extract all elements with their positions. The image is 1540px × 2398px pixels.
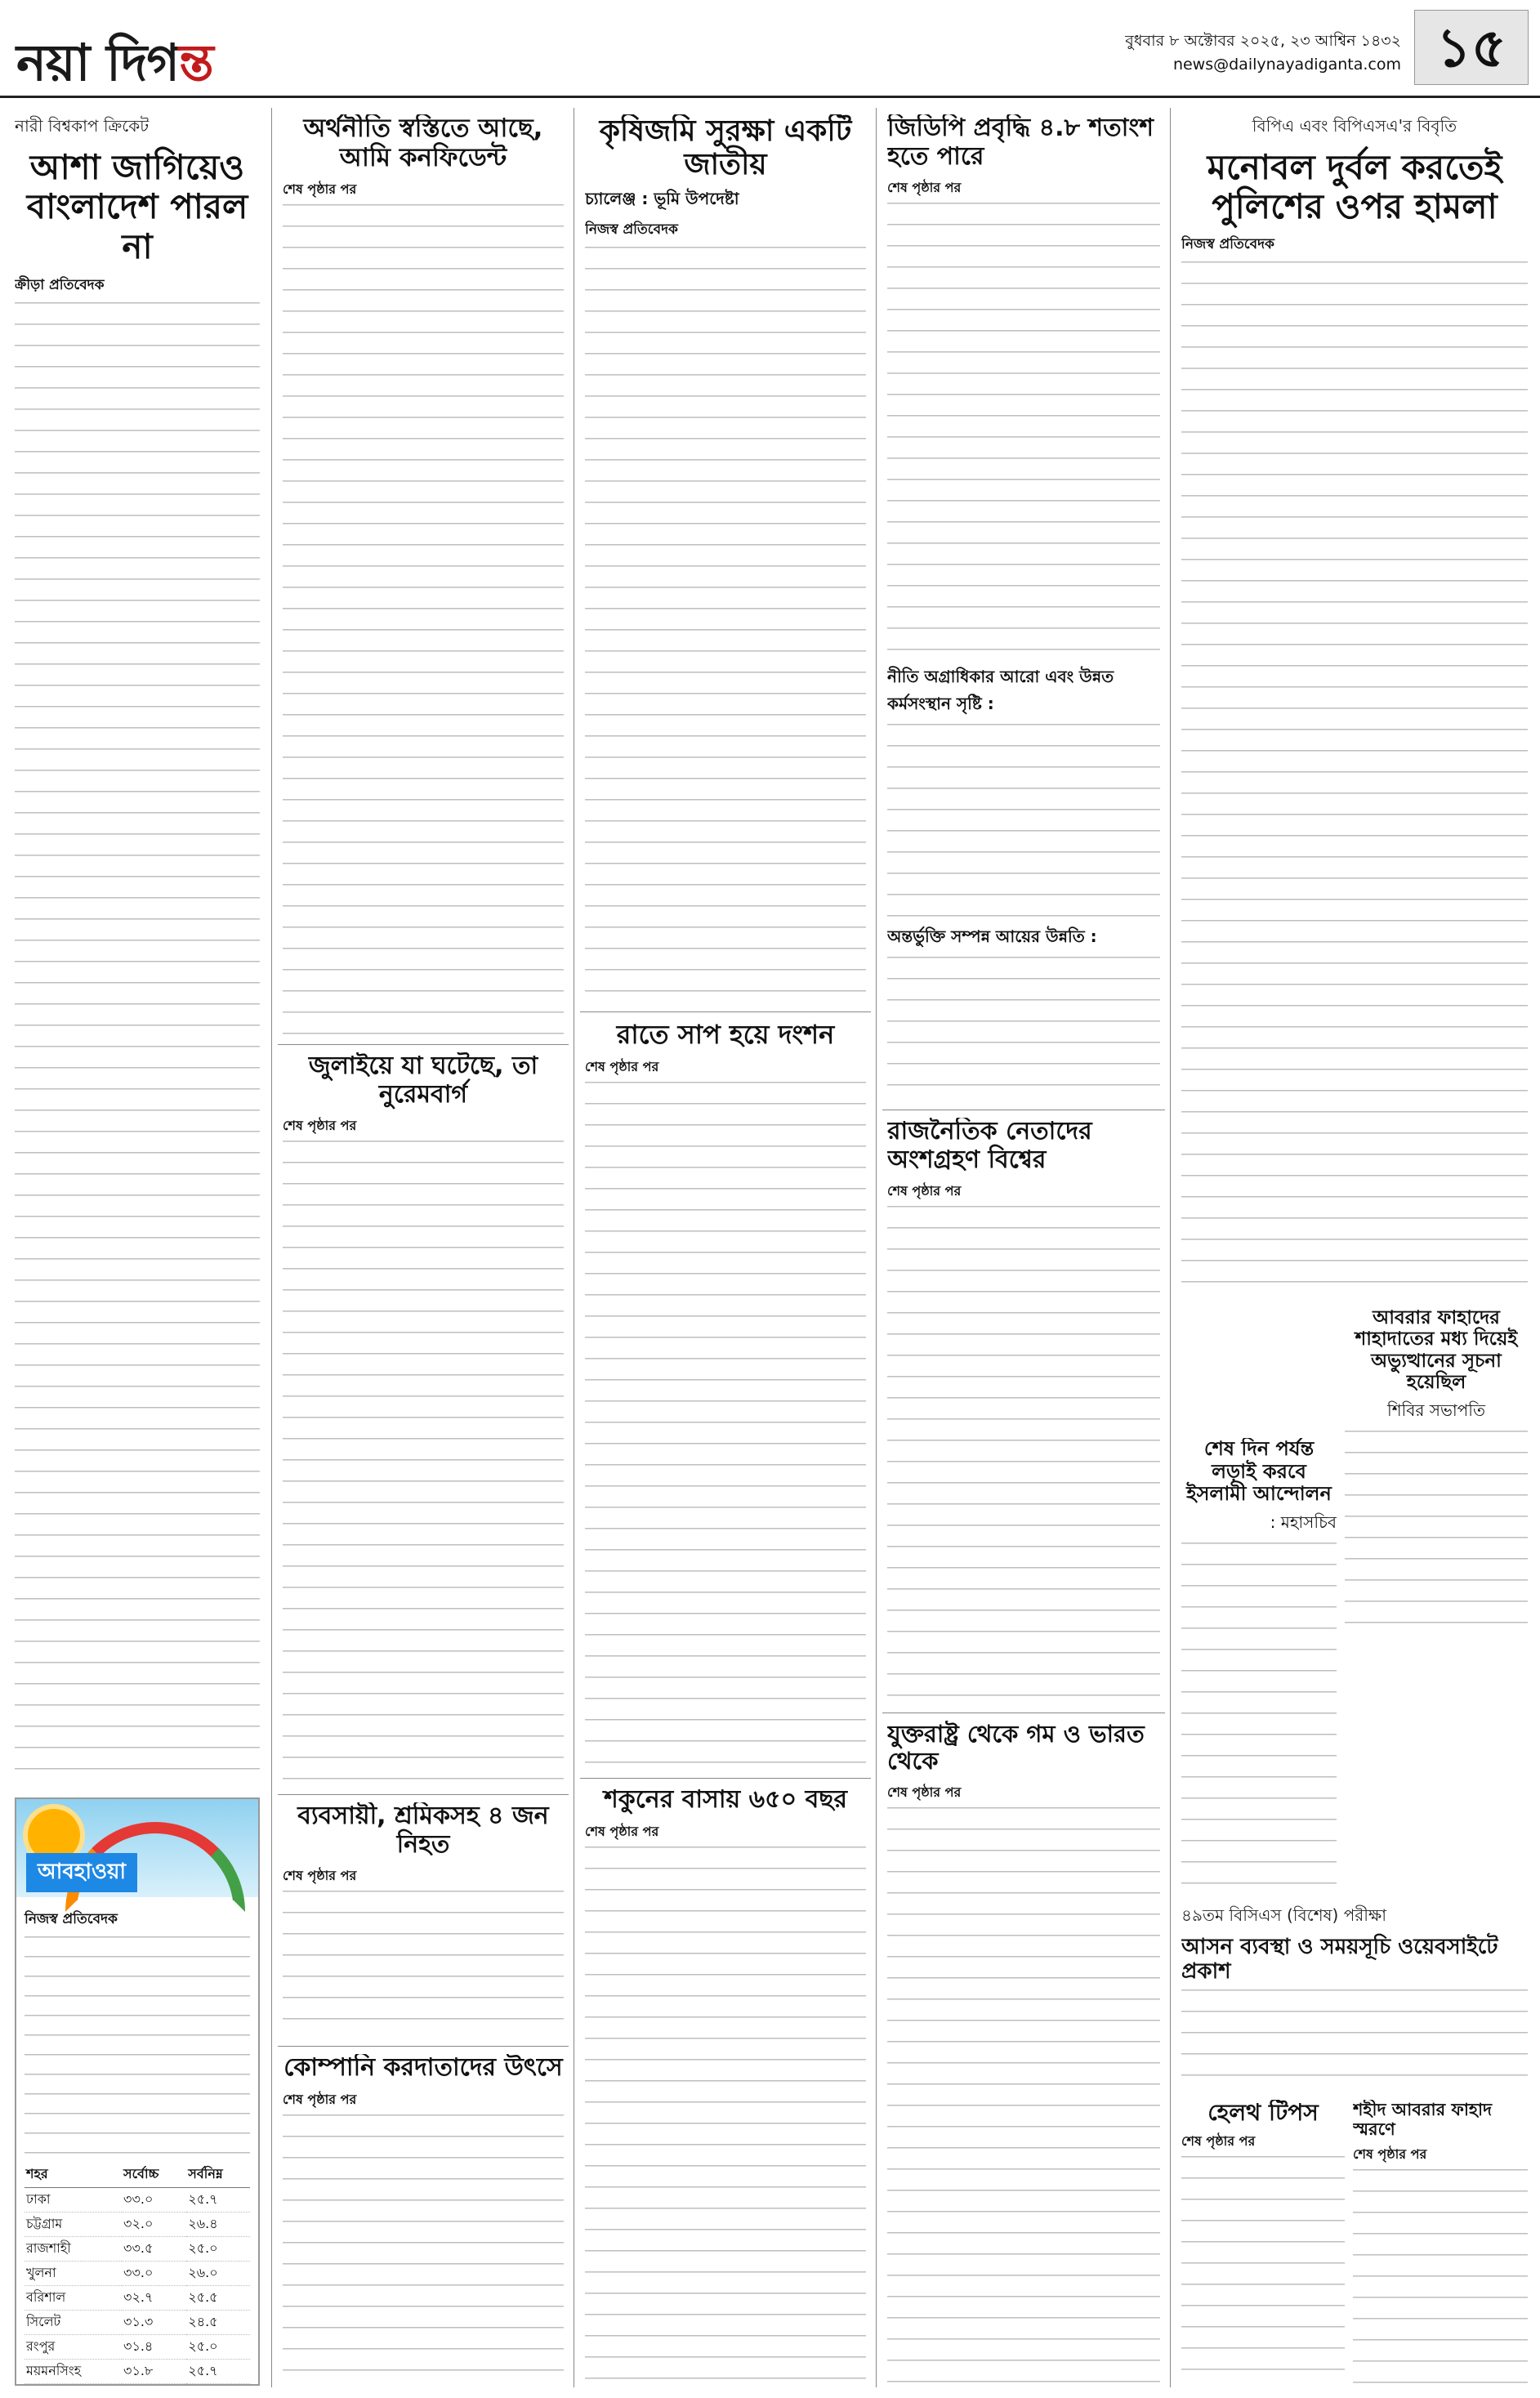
story-health-tips[interactable]: [1181, 2100, 1345, 2386]
weather-cell-city: খুলনা: [25, 2262, 122, 2286]
weather-cell-min: ২৬.৪: [186, 2213, 250, 2237]
story-agriland[interactable]: [585, 114, 866, 1005]
story-body: [1181, 2156, 1345, 2377]
story-abrar-memorial[interactable]: [1353, 2100, 1528, 2386]
story-headline[interactable]: মনোবল দুর্বল করতেই পুলিশের ওপর হামলা: [1207, 147, 1502, 227]
story-body: [887, 203, 1160, 660]
continued-label: শেষ পৃষ্ঠার পর: [1181, 2133, 1256, 2150]
story-cricket[interactable]: [15, 114, 260, 1788]
weather-text: [25, 1936, 250, 2157]
story-headline[interactable]: যুক্তরাষ্ট্র থেকে গম ও ভারত থেকে: [887, 1721, 1145, 1775]
masthead: [0, 0, 1540, 98]
story-islami-andolon[interactable]: [1181, 1438, 1337, 1896]
weather-col-city: শহর: [25, 2162, 122, 2188]
weather-cell-city: বরিশাল: [25, 2286, 122, 2311]
continued-label: শেষ পৃষ্ঠার পর: [283, 1118, 357, 1133]
weather-box: [15, 1797, 260, 2386]
story-subheadline: অন্তর্ভুক্তি সম্পন্ন আয়ের উন্নতি :: [887, 927, 1097, 946]
story-kicker: নারী বিশ্বকাপ ক্রিকেট: [15, 116, 150, 136]
weather-cell-city: সিলেট: [25, 2311, 122, 2335]
continued-label: শেষ পৃষ্ঠার পর: [887, 1784, 962, 1800]
continued-label: শেষ পৃষ্ঠার পর: [1353, 2146, 1427, 2163]
weather-byline: নিজস্ব প্রতিবেদক: [25, 1911, 118, 1927]
story-body: [585, 247, 866, 1005]
story-divider: [278, 2046, 569, 2047]
story-body: [585, 1847, 866, 2386]
weather-row: [25, 2286, 250, 2311]
story-kicker: বিপিএ এবং বিপিএসএ'র বিবৃতি: [1252, 116, 1457, 136]
story-police[interactable]: [1181, 114, 1528, 1291]
story-body: [1353, 2169, 1528, 2386]
weather-row: [25, 2237, 250, 2262]
story-headline[interactable]: জিডিপি প্রবৃদ্ধি ৪.৮ শতাংশ হতে পারে: [887, 114, 1154, 171]
weather-cell-max: ৩১.৪: [122, 2335, 186, 2360]
story-body: [887, 957, 1160, 1103]
continued-label: শেষ পৃষ্ঠার পর: [585, 1058, 659, 1074]
weather-cell-max: ৩২.০: [122, 2213, 186, 2237]
weather-cell-min: ২৫.০: [186, 2237, 250, 2262]
story-july[interactable]: [283, 1052, 564, 1788]
story-body: [283, 1891, 564, 2039]
story-headline[interactable]: রাজনৈতিক নেতাদের অংশগ্রহণ বিশ্বের: [887, 1118, 1092, 1174]
story-divider: [278, 1044, 569, 1045]
story-headline[interactable]: রাতে সাপ হয়ে দংশন: [616, 1020, 835, 1050]
story-subheadline: : মহাসচিব: [1270, 1512, 1337, 1532]
story-kicker: ৪৯তম বিসিএস (বিশেষ) পরীক্ষা: [1181, 1905, 1387, 1925]
story-bcs[interactable]: [1181, 1904, 1528, 2092]
story-headline[interactable]: শেষ দিন পর্যন্ত লড়াই করবে ইসলামী আন্দোলন: [1186, 1438, 1332, 1506]
weather-cell-min: ২৬.০: [186, 2262, 250, 2286]
story-body: [887, 1206, 1160, 1706]
weather-banner: [16, 1799, 258, 1897]
dateline: [1125, 29, 1401, 76]
story-body: [1181, 1543, 1337, 1894]
logo-main: নয়া দিগ: [16, 33, 180, 92]
story-headline[interactable]: জুলাইয়ে যা ঘটেছে, তা নুরেমবার্গ: [308, 1052, 538, 1109]
story-headline[interactable]: আসন ব্যবস্থা ও সময়সূচি ওয়েবসাইটে প্রকাশ: [1181, 1935, 1498, 1984]
weather-cell-min: ২৫.৫: [186, 2286, 250, 2311]
issue-date: বুধবার ৮ অক্টোবর ২০২৫, ২৩ আশ্বিন ১৪৩২: [1125, 32, 1401, 50]
story-body: [283, 204, 564, 1038]
story-vulture[interactable]: [585, 1786, 866, 2387]
weather-cell-min: ২৫.৭: [186, 2360, 250, 2384]
page-number: ১৫: [1414, 10, 1529, 85]
story-headline[interactable]: ব্যবসায়ী, শ্রমিকসহ ৪ জন নিহত: [297, 1802, 549, 1859]
weather-cell-min: ২৫.৭: [186, 2188, 250, 2213]
story-headline[interactable]: অর্থনীতি স্বস্তিতে আছে, আমি কনফিডেন্ট: [303, 114, 543, 172]
story-byline: নিজস্ব প্রতিবেদক: [585, 221, 678, 238]
weather-title: আবহাওয়া: [26, 1853, 137, 1892]
weather-cell-min: ২৪.৫: [186, 2311, 250, 2335]
story-body: [283, 1141, 564, 1788]
story-body: [887, 1807, 1160, 2387]
weather-cell-max: ৩৩.০: [122, 2188, 186, 2213]
continued-label: শেষ পৃষ্ঠার পর: [283, 1868, 357, 1883]
weather-row: [25, 2311, 250, 2335]
continued-label: শেষ পৃষ্ঠার পর: [283, 181, 357, 198]
story-body: [1181, 1989, 1528, 2092]
weather-col-max: সর্বোচ্চ: [122, 2162, 186, 2188]
weather-cell-max: ৩১.৩: [122, 2311, 186, 2335]
continued-label: শেষ পৃষ্ঠার পর: [283, 2091, 357, 2107]
weather-cell-city: রাজশাহী: [25, 2237, 122, 2262]
story-snake[interactable]: [585, 1020, 866, 1771]
weather-cell-city: ময়মনসিংহ: [25, 2360, 122, 2384]
weather-cell-max: ৩৩.৫: [122, 2237, 186, 2262]
contact-email[interactable]: news@dailynayadiganta.com: [1172, 55, 1401, 74]
weather-cell-max: ৩২.৭: [122, 2286, 186, 2311]
weather-table: [25, 2162, 250, 2384]
continued-label: শেষ পৃষ্ঠার পর: [887, 1183, 962, 1199]
story-body: [585, 1082, 866, 1768]
newspaper-logo[interactable]: [16, 25, 213, 109]
story-headline[interactable]: আশা জাগিয়েও বাংলাদেশ পারল না: [26, 147, 248, 266]
story-subheadline: শিবির সভাপতি: [1387, 1400, 1485, 1420]
weather-cell-max: ৩১.৮: [122, 2360, 186, 2384]
weather-row: [25, 2335, 250, 2360]
weather-cell-city: ঢাকা: [25, 2188, 122, 2213]
continued-label: শেষ পৃষ্ঠার পর: [585, 1823, 659, 1839]
weather-row: [25, 2213, 250, 2237]
weather-cell-city: চট্টগ্রাম: [25, 2213, 122, 2237]
column-divider: [271, 108, 272, 2387]
story-headline[interactable]: কোম্পানি করদাতাদের উৎসে: [283, 2054, 563, 2082]
story-tax[interactable]: [283, 2054, 564, 2387]
story-headline[interactable]: কৃষিজমি সুরক্ষা একটি জাতীয়: [599, 114, 852, 182]
continued-label: শেষ পৃষ্ঠার পর: [887, 180, 962, 195]
story-byline: ক্রীড়া প্রতিবেদক: [15, 276, 105, 293]
story-politics[interactable]: [887, 1118, 1160, 1706]
weather-cell-min: ২৫.০: [186, 2335, 250, 2360]
column-divider: [1170, 108, 1171, 2387]
story-abrar[interactable]: [1345, 1307, 1528, 1626]
story-wheat[interactable]: [887, 1721, 1160, 2387]
story-headline[interactable]: হেলথ টিপস: [1207, 2100, 1319, 2126]
story-headline[interactable]: শহীদ আবরার ফাহাদ স্মরণে: [1353, 2100, 1493, 2140]
weather-cell-max: ৩৩.০: [122, 2262, 186, 2286]
weather-cell-city: রংপুর: [25, 2335, 122, 2360]
weather-row: [25, 2262, 250, 2286]
story-body: [1181, 261, 1528, 1291]
story-body: [1345, 1431, 1528, 1626]
story-killed[interactable]: [283, 1802, 564, 2039]
column-divider: [876, 108, 877, 2387]
story-subheadline: নীতি অগ্রাধিকার আরো এবং উন্নত কর্মসংস্থান সৃষ্টি :: [887, 667, 1114, 713]
story-divider: [580, 1011, 871, 1012]
story-gdp[interactable]: [887, 114, 1160, 1103]
weather-row: [25, 2360, 250, 2384]
story-subheadline: চ্যালেঞ্জ : ভূমি উপদেষ্টা: [585, 188, 739, 208]
story-byline: নিজস্ব প্রতিবেদক: [1181, 235, 1274, 252]
story-headline[interactable]: শকুনের বাসায় ৬৫০ বছর: [604, 1786, 847, 1814]
story-divider: [580, 1778, 871, 1779]
logo-accent: ন্ত: [179, 33, 213, 92]
weather-col-min: সর্বনিম্ন: [186, 2162, 250, 2188]
story-divider: [278, 1794, 569, 1795]
story-body: [887, 724, 1160, 920]
story-body: [283, 2114, 564, 2384]
weather-row: [25, 2188, 250, 2213]
story-economy[interactable]: [283, 114, 564, 1038]
story-headline[interactable]: আবরার ফাহাদের শাহাদাতের মধ্য দিয়েই অভ্যুত্থানের সূচনা হয়েছিল: [1355, 1307, 1518, 1394]
story-body: [15, 302, 260, 1788]
